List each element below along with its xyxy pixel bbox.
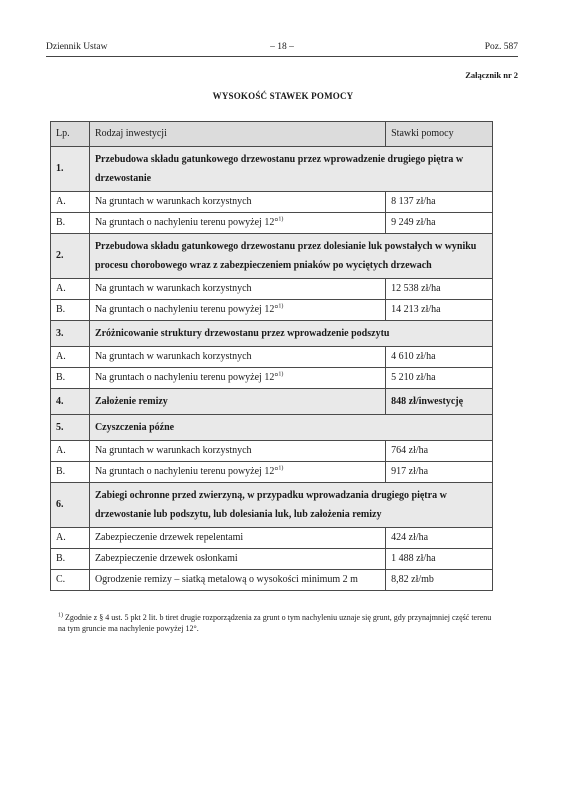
row-number: B. (51, 213, 90, 234)
investment-type-text: Na gruntach w warunkach korzystnych (94, 196, 252, 208)
aid-rate: 4 610 zł/ha (386, 347, 493, 368)
row-number: A. (51, 192, 90, 213)
footnote-reference: 1) (278, 371, 284, 378)
footnote-reference: 1) (278, 303, 284, 310)
page-header (46, 42, 518, 57)
column-header-lp: Lp. (51, 122, 90, 147)
investment-type-text: Przebudowa składu gatunkowego drzewostanu przez dolesianie luk powstałych w wyniku procesu chorobowego wraz z zabezpieczeniem pniaków po wyciętych drzewach (94, 241, 477, 271)
aid-rate: 424 zł/ha (386, 528, 493, 549)
investment-type-text: Założenie remizy (94, 396, 168, 407)
row-number: B. (51, 549, 90, 570)
table-row (51, 462, 493, 483)
aid-rate: 848 zł/inwestycję (386, 389, 493, 415)
table-row-group (51, 483, 493, 528)
investment-type (89, 528, 385, 549)
page-number: – 18 – (270, 42, 294, 52)
row-number: A. (51, 347, 90, 368)
row-number: 3. (51, 321, 90, 347)
table-row (51, 192, 493, 213)
table-row-group (51, 234, 493, 279)
rates-table (50, 121, 493, 591)
row-number: B. (51, 368, 90, 389)
investment-type-text: Na gruntach o nachyleniu terenu powyżej 12° (94, 217, 279, 229)
investment-type-text: Na gruntach o nachyleniu terenu powyżej 12° (94, 304, 279, 316)
row-number: 1. (51, 147, 90, 192)
column-header-rate: Stawki pomocy (386, 122, 493, 147)
footnote-text: Zgodnie z § 4 ust. 5 pkt 2 lit. b tiret drugie rozporządzenia za grunt o tym nachyleniu uznaje się grunt, gdy przynajmniej część terenu na tym gruncie ma nachylenie powyżej 12°. (58, 613, 492, 634)
annex-label: Załącznik nr 2 (465, 70, 518, 80)
investment-type-text: Na gruntach o nachyleniu terenu powyżej 12° (94, 466, 279, 478)
row-number: B. (51, 300, 90, 321)
investment-type (89, 347, 385, 368)
investment-type-text: Na gruntach o nachyleniu terenu powyżej 12° (94, 372, 279, 384)
investment-type-text: Ogrodzenie remizy – siatką metalową o wysokości minimum 2 m (94, 574, 358, 586)
aid-rate: 764 zł/ha (386, 441, 493, 462)
investment-type (89, 279, 385, 300)
row-number: A. (51, 279, 90, 300)
journal-name: Dziennik Ustaw (46, 42, 108, 52)
table-header-row (51, 122, 493, 147)
investment-type (89, 483, 492, 528)
table-row (51, 347, 493, 368)
table-row-group (51, 147, 493, 192)
table-row (51, 213, 493, 234)
investment-type (89, 415, 492, 441)
investment-type (89, 389, 385, 415)
row-number: B. (51, 462, 90, 483)
investment-type (89, 368, 385, 389)
investment-type (89, 147, 492, 192)
row-number: A. (51, 441, 90, 462)
position-number: Poz. 587 (484, 42, 518, 52)
row-number: 2. (51, 234, 90, 279)
investment-type-text: Zabiegi ochronne przed zwierzyną, w przypadku wprowadzania drugiego piętra w drzewostanie lub podszytu, lub dolesiania luk, lub założenia remizy (94, 490, 447, 520)
table-row (51, 368, 493, 389)
aid-rate: 12 538 zł/ha (386, 279, 493, 300)
aid-rate: 14 213 zł/ha (386, 300, 493, 321)
investment-type-text: Czyszczenia późne (94, 422, 175, 433)
aid-rate: 5 210 zł/ha (386, 368, 493, 389)
row-number: A. (51, 528, 90, 549)
footnote-reference: 1) (278, 465, 284, 472)
table-row (51, 441, 493, 462)
investment-type (89, 300, 385, 321)
document-title: WYSOKOŚĆ STAWEK POMOCY (212, 91, 354, 101)
investment-type (89, 570, 385, 591)
table-row-group (51, 389, 493, 415)
table-row (51, 549, 493, 570)
investment-type (89, 549, 385, 570)
row-number: 4. (51, 389, 90, 415)
row-number: 6. (51, 483, 90, 528)
investment-type (89, 234, 492, 279)
investment-type-text: Zabezpieczenie drzewek osłonkami (94, 553, 238, 565)
investment-type (89, 462, 385, 483)
table-row-group (51, 321, 493, 347)
aid-rate: 9 249 zł/ha (386, 213, 493, 234)
investment-type-text: Zróżnicowanie struktury drzewostanu przez wprowadzenie podszytu (94, 328, 390, 339)
table-row (51, 279, 493, 300)
row-number: 5. (51, 415, 90, 441)
aid-rate: 1 488 zł/ha (386, 549, 493, 570)
table-row (51, 570, 493, 591)
table-row (51, 528, 493, 549)
investment-type (89, 192, 385, 213)
investment-type-text: Zabezpieczenie drzewek repelentami (94, 532, 244, 544)
investment-type-text: Na gruntach w warunkach korzystnych (94, 445, 252, 457)
table-row (51, 300, 493, 321)
investment-type (89, 321, 492, 347)
footnote-marker: 1) (58, 612, 63, 619)
investment-type-text: Na gruntach w warunkach korzystnych (94, 351, 252, 363)
investment-type (89, 213, 385, 234)
row-number: C. (51, 570, 90, 591)
table-row-group (51, 415, 493, 441)
aid-rate: 8,82 zł/mb (386, 570, 493, 591)
footnote-reference: 1) (278, 216, 284, 223)
investment-type (89, 441, 385, 462)
aid-rate: 917 zł/ha (386, 462, 493, 483)
column-header-investment-type: Rodzaj inwestycji (89, 122, 385, 147)
footnote (58, 612, 498, 634)
aid-rate: 8 137 zł/ha (386, 192, 493, 213)
investment-type-text: Przebudowa składu gatunkowego drzewostanu przez wprowadzenie drugiego piętra w drzewostanie (94, 154, 464, 184)
investment-type-text: Na gruntach w warunkach korzystnych (94, 283, 252, 295)
